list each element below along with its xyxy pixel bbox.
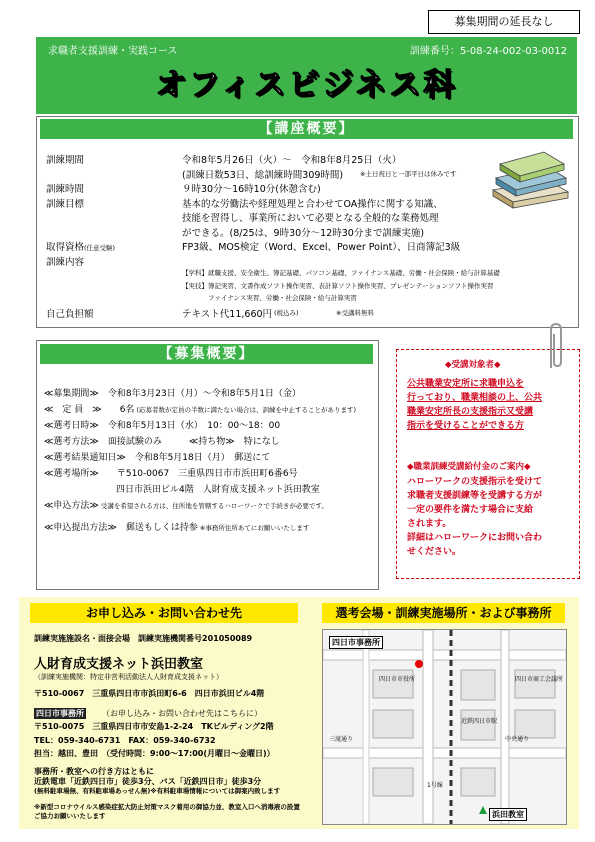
recruit-row — [44, 386, 301, 399]
header-course-type: 求職者支援訓練・実践コース — [48, 46, 178, 57]
recruit-row — [44, 466, 298, 479]
recruit-row-note: 受講を希望される方は、住所地を管轄するハローワークで手続きが必要です。 — [98, 502, 328, 510]
access-line: (無料駐車場無、有料駐車場あっせん無)※有料駐車場情報については御案内致します — [34, 787, 281, 795]
course-row-label: 訓練目標 — [46, 198, 85, 210]
map-heading: 選考会場・訓練実施場所・および事務所 — [322, 603, 565, 623]
course-row-label: 訓練期間 — [46, 155, 85, 166]
target-line: 行っており、職業相談の上、公共 — [407, 393, 543, 403]
course-row-note: ※受講料無料 — [336, 308, 374, 317]
course-row-label: 取得資格 — [46, 242, 85, 253]
recruit-row — [44, 520, 309, 533]
recruit-row-text: ≪選考日時≫ 令和8年5月13日（水） 10：00～18：00 — [44, 421, 281, 431]
access-line: 事務所・教室への行き方はともに — [34, 767, 154, 776]
map-label: 三滝通り — [329, 736, 354, 743]
course-row-value: 令和8年5月26日（火）～ 令和8年8月25日（火） — [182, 155, 402, 166]
benefit-line: されます。 — [407, 519, 452, 529]
course-row-label: 訓練内容 — [46, 256, 85, 268]
benefit-title: ◆職業訓練受講給付金のご案内◆ — [407, 462, 531, 472]
course-row-label: 訓練時間 — [46, 184, 85, 195]
books-illustration — [488, 140, 573, 210]
map-label: 近鉄四日市駅 — [461, 718, 498, 725]
recruit-row — [44, 434, 280, 447]
covid-line: ご協力お願いいたします — [34, 812, 106, 820]
recruit-row — [44, 450, 270, 463]
notice-box — [428, 10, 580, 34]
classroom-address: 〒510-0067 三重県四日市市浜田町6-6 四日市浜田ビル4階 — [34, 689, 265, 698]
benefit-line: せください。 — [407, 547, 462, 557]
course-row — [46, 196, 443, 210]
recruit-row — [44, 498, 328, 511]
recruit-row-text: ≪ 定 員 ≫ 6名 — [44, 405, 135, 415]
area-map — [322, 629, 567, 825]
target-line: 職業安定所長の支援指示又受講 — [407, 407, 534, 417]
access-line: 近鉄電車「近鉄四日市」徒歩3分、バス「近鉄四日市」徒歩3分 — [34, 777, 262, 786]
course-row-value-note: (税込み) — [274, 308, 299, 317]
course-row-value: テキスト代11,660円 — [182, 308, 273, 320]
office-address: 〒510-0075 三重県四日市市安島1-2-24 TKビルディング2階 — [34, 722, 274, 731]
course-row-value: 技能を習得し、事業所において必要となる全般的な業務処理 — [182, 213, 439, 224]
map-office-label: 四日市事務所 — [329, 636, 383, 649]
recruit-row-text: ≪募集期間≫ 令和8年3月23日（月）～令和8年5月1日（金） — [44, 389, 301, 399]
target-line: 公共職業安定所に求職申込を — [407, 379, 525, 389]
recruit-overview-heading: 【募集概要】 — [40, 344, 373, 364]
map-label: 中央通り — [505, 736, 530, 743]
recruit-row-text: ≪申込方法≫ — [44, 501, 99, 511]
course-row — [46, 239, 461, 253]
course-row-label: 自己負担額 — [46, 308, 94, 320]
recruit-row — [44, 482, 320, 495]
org-sub: （訓練実施機関：特定非営利活動法人人財育成支援ネット） — [34, 673, 223, 681]
course-row — [46, 181, 321, 195]
header-course-number: 訓練番号：5-08-24-002-03-0012 — [409, 46, 567, 57]
benefit-line: 詳細はハローワークにお問い合わ — [407, 533, 543, 543]
target-title: ◆受講対象者◆ — [445, 360, 501, 370]
recruit-row-text: 四日市浜田ビル4階 人財育成支援ネット浜田教室 — [44, 485, 320, 495]
course-row — [46, 152, 402, 166]
target-line: 指示を受けることができる方 — [407, 421, 525, 431]
course-row-detail: 【実技】簿記実習、文書作成ソフト操作実習、表計算ソフト操作実習、プレゼンテーションソフト操作実習 — [182, 281, 494, 290]
course-row-detail: 【学科】就職支援、安全衛生、簿記基礎、パソコン基礎、ファイナンス基礎、労働・社会保険・給与計算基礎 — [182, 269, 500, 277]
course-row-value: FP3級、MOS検定（Word、Excel、Power Point）、日商簿記3級 — [182, 242, 461, 253]
paperclip-icon — [545, 322, 567, 372]
recruit-row-text: ≪申込提出方法≫ 郵送もしくは持参 — [44, 523, 198, 533]
course-row-note: ※土日祝日と一部平日は休みです — [360, 169, 457, 178]
office-note: （お申し込み・お問い合わせ先はこちらに） — [102, 709, 262, 718]
course-row — [46, 306, 374, 320]
office-label: 四日市事務所 — [36, 709, 84, 718]
course-row-label-note: (任意受験) — [84, 244, 116, 252]
benefit-line: 求職者支援訓練等を受講する方が — [407, 491, 543, 501]
course-row-value: (訓練日数53日、総訓練時間309時間) — [182, 169, 344, 181]
recruit-row-text: ≪選考場所≫ 〒510-0067 三重県四日市市浜田町6番6号 — [44, 469, 298, 479]
course-header — [36, 37, 577, 114]
map-label: 1号線 — [427, 782, 443, 789]
map-classroom-label: 浜田教室 — [489, 808, 527, 821]
course-title: オフィスビジネス科 — [155, 67, 458, 103]
recruit-row-text: ≪選考結果通知日≫ 令和8年5月18日（月） 郵送にて — [44, 453, 271, 463]
recruit-row-note: (応募者数が定員の半数に満たない場合は、訓練を中止することがあります) — [134, 406, 357, 414]
benefit-line: 一定の要件を満たす場合に支給 — [407, 505, 534, 515]
recruit-row-text: ≪選考方法≫ 面接試験のみ ≪持ち物≫ 特になし — [44, 437, 280, 447]
covid-line: ※新型コロナウイルス感染症拡大防止対策マスク着用の御協力並、教室入口へ消毒液の設置 — [34, 803, 300, 811]
course-row — [46, 254, 84, 268]
target-note-box — [396, 349, 580, 579]
tel-fax: TEL：059-340-6731 FAX：059-340-6732 — [34, 736, 216, 745]
staff-hours: 担当：越田、豊田 （受付時間：9:00～17:00(月曜日～金曜日)） — [34, 749, 275, 758]
notice-text: 募集期間の延長なし — [454, 15, 554, 28]
recruit-row-note: ※事務所住所あてにお願いいたします — [197, 524, 310, 532]
recruit-row — [44, 418, 280, 431]
course-row-value: ができる。(8/25は、9時30分～12時30分まで訓練実施) — [182, 227, 425, 239]
contact-heading: お申し込み・お問い合わせ先 — [30, 603, 298, 623]
course-row-value: 基本的な労働法や経理処理と合わせてOA操作に関する知識、 — [182, 198, 443, 210]
map-label: 四日市市役所 — [379, 676, 416, 683]
facility-line: 訓練実施施設名・面接会場 訓練実施機関番号201050089 — [34, 634, 253, 643]
map-label: 四日市商工会議所 — [515, 676, 564, 683]
course-row-value: ９時30分～16時10分(休憩含む) — [182, 184, 321, 195]
course-row-detail: ファイナンス実習、労働・社会保険・給与計算実習 — [182, 294, 357, 302]
benefit-line: ハローワークの支援指示を受けて — [407, 477, 543, 487]
course-overview-heading: 【講座概要】 — [40, 119, 573, 139]
recruit-row — [44, 402, 356, 415]
recruit-overview-box — [36, 340, 379, 590]
map-graphic — [323, 630, 566, 824]
org-name: 人財育成支援ネット浜田教室 — [34, 657, 204, 672]
